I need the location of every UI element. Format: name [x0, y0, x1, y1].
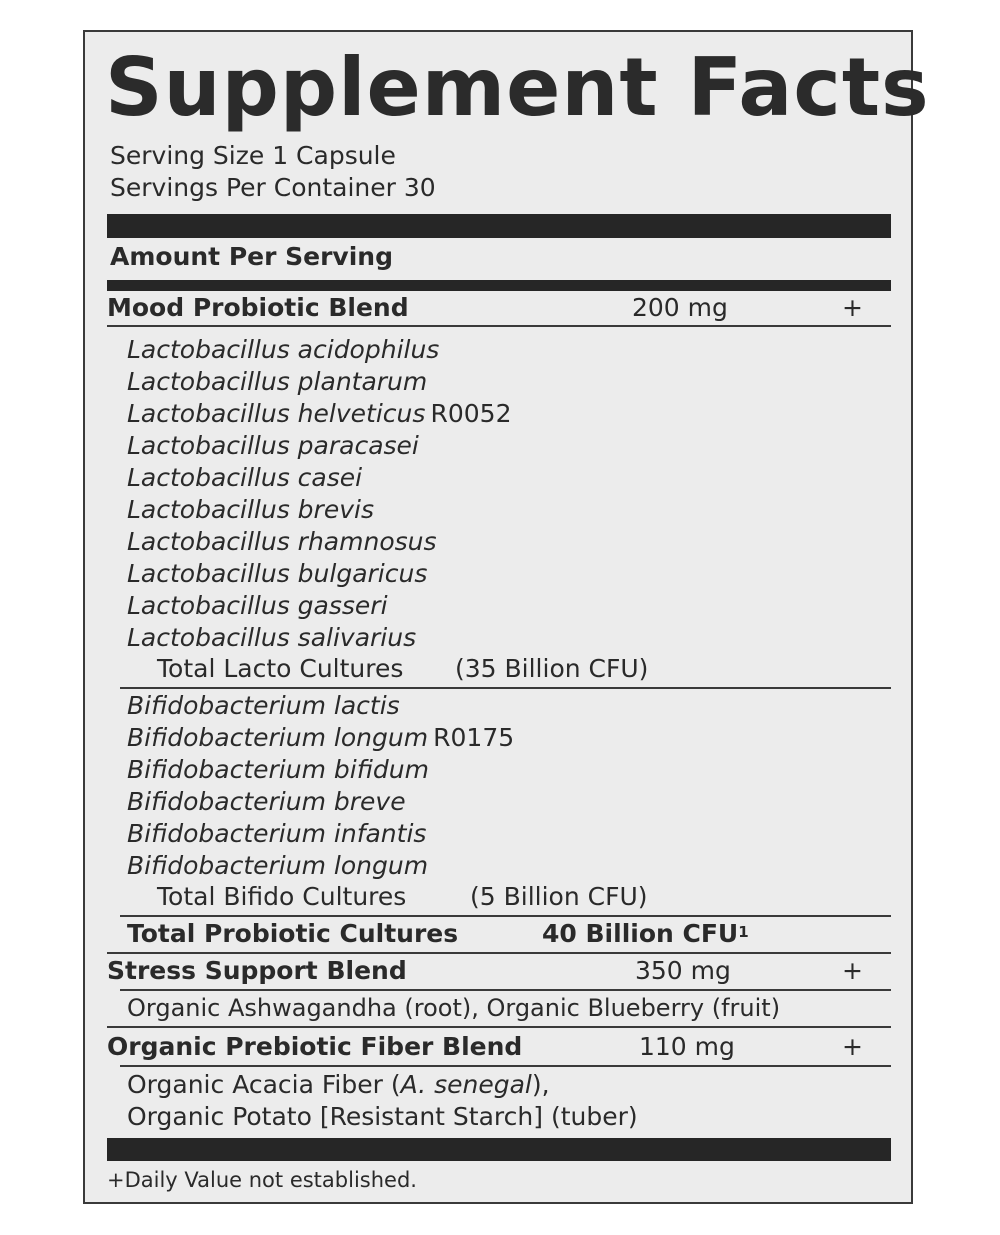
divider-mood-blend: [107, 325, 891, 327]
lacto-strain-row: [85, 590, 911, 622]
fiber-ingredients-line1: [85, 1069, 911, 1101]
mood-blend-row: [85, 292, 911, 324]
mood-blend-dv: +: [842, 293, 863, 322]
lacto-total-row: [85, 653, 911, 685]
divider-lacto-total: [120, 687, 891, 689]
medium-divider: [107, 280, 891, 291]
bifido-strain-row: [85, 818, 911, 850]
bifido-strain-name: Bifidobacterium infantis: [127, 819, 427, 848]
bifido-strain-code: R0175: [433, 723, 515, 752]
stress-ingredients-row: [85, 992, 911, 1024]
bifido-strain-row: [85, 690, 911, 722]
lacto-strain-name: Lactobacillus rhamnosus: [127, 527, 437, 556]
divider-bifido-total: [120, 915, 891, 917]
lacto-strain-row: [85, 398, 911, 430]
fiber-blend-dv: +: [842, 1032, 863, 1061]
fiber-blend-row: [85, 1031, 911, 1063]
stress-ingredients: Organic Ashwagandha (root), Organic Blueberry (fruit): [127, 994, 781, 1022]
mood-blend-name: Mood Probiotic Blend: [107, 293, 409, 322]
bifido-total-value: (5 Billion CFU): [470, 882, 648, 911]
divider-fiber-blend: [120, 1065, 891, 1067]
lacto-strain-row: [85, 526, 911, 558]
lacto-strain-name: Lactobacillus casei: [127, 463, 363, 492]
bifido-strain-name: Bifidobacterium lactis: [127, 691, 400, 720]
lacto-strain-row: [85, 622, 911, 654]
serving-size: Serving Size 1 Capsule: [110, 141, 396, 170]
lacto-strain-row: [85, 558, 911, 590]
lacto-total-value: (35 Billion CFU): [455, 654, 649, 683]
fiber-line2: Organic Potato [Resistant Starch] (tuber): [127, 1102, 638, 1131]
fiber-line1-suffix: ),: [531, 1070, 550, 1099]
footnote: +Daily Value not established.: [107, 1168, 417, 1192]
fiber-blend-amount: 110 mg: [639, 1032, 735, 1061]
mood-blend-amount: 200 mg: [632, 293, 728, 322]
lacto-strain-name: Lactobacillus bulgaricus: [127, 559, 428, 588]
fiber-line1-italic: A. senegal: [400, 1070, 532, 1099]
lacto-strain-row: [85, 494, 911, 526]
panel-title: Supplement Facts: [105, 41, 930, 134]
total-probiotic-row: [85, 918, 911, 950]
lacto-strain-row: [85, 334, 911, 366]
lacto-strain-name: Lactobacillus gasseri: [127, 591, 388, 620]
bifido-strain-row: [85, 850, 911, 882]
bifido-total-label: Total Bifido Cultures: [157, 882, 407, 911]
total-probiotic-label: Total Probiotic Cultures: [127, 919, 459, 948]
bifido-strain-row: [85, 722, 911, 754]
lacto-strain-name: Lactobacillus paracasei: [127, 431, 419, 460]
lacto-strain-name: Lactobacillus salivarius: [127, 623, 417, 652]
fiber-blend-name: Organic Prebiotic Fiber Blend: [107, 1032, 523, 1061]
lacto-strain-name: Lactobacillus brevis: [127, 495, 374, 524]
total-probiotic-value: 40 Billion CFU: [542, 919, 739, 948]
thick-divider-top: [107, 214, 891, 238]
lacto-total-label: Total Lacto Cultures: [157, 654, 404, 683]
lacto-strain-row: [85, 366, 911, 398]
lacto-strain-name: Lactobacillus plantarum: [127, 367, 428, 396]
lacto-strain-row: [85, 430, 911, 462]
stress-blend-row: [85, 955, 911, 987]
bifido-total-row: [85, 881, 911, 913]
stress-blend-name: Stress Support Blend: [107, 956, 407, 985]
lacto-strain-row: [85, 462, 911, 494]
stress-blend-dv: +: [842, 956, 863, 985]
divider-stress-blend: [120, 989, 891, 991]
bifido-strain-name: Bifidobacterium breve: [127, 787, 406, 816]
bifido-strain-name: Bifidobacterium bifidum: [127, 755, 429, 784]
bifido-strain-name: Bifidobacterium longum: [127, 851, 429, 880]
lacto-strain-name: Lactobacillus acidophilus: [127, 335, 440, 364]
supplement-facts-panel: [83, 30, 930, 1204]
fiber-ingredients-line2: [85, 1101, 911, 1133]
stress-blend-amount: 350 mg: [635, 956, 731, 985]
servings-per-container: Servings Per Container 30: [110, 173, 436, 202]
lacto-strain-name: Lactobacillus helveticus: [127, 399, 426, 428]
lacto-strain-code: R0052: [430, 399, 512, 428]
divider-stress-ingredients: [107, 1026, 891, 1028]
total-probiotic-footnote: 1: [738, 923, 749, 941]
bifido-strain-row: [85, 786, 911, 818]
thick-divider-bottom: [107, 1138, 891, 1161]
amount-per-serving-heading: Amount Per Serving: [110, 242, 393, 271]
bifido-strain-row: [85, 754, 911, 786]
divider-total-probiotic: [107, 952, 891, 954]
fiber-line1-prefix: Organic Acacia Fiber (: [127, 1070, 401, 1099]
bifido-strain-name: Bifidobacterium longum: [127, 723, 429, 752]
